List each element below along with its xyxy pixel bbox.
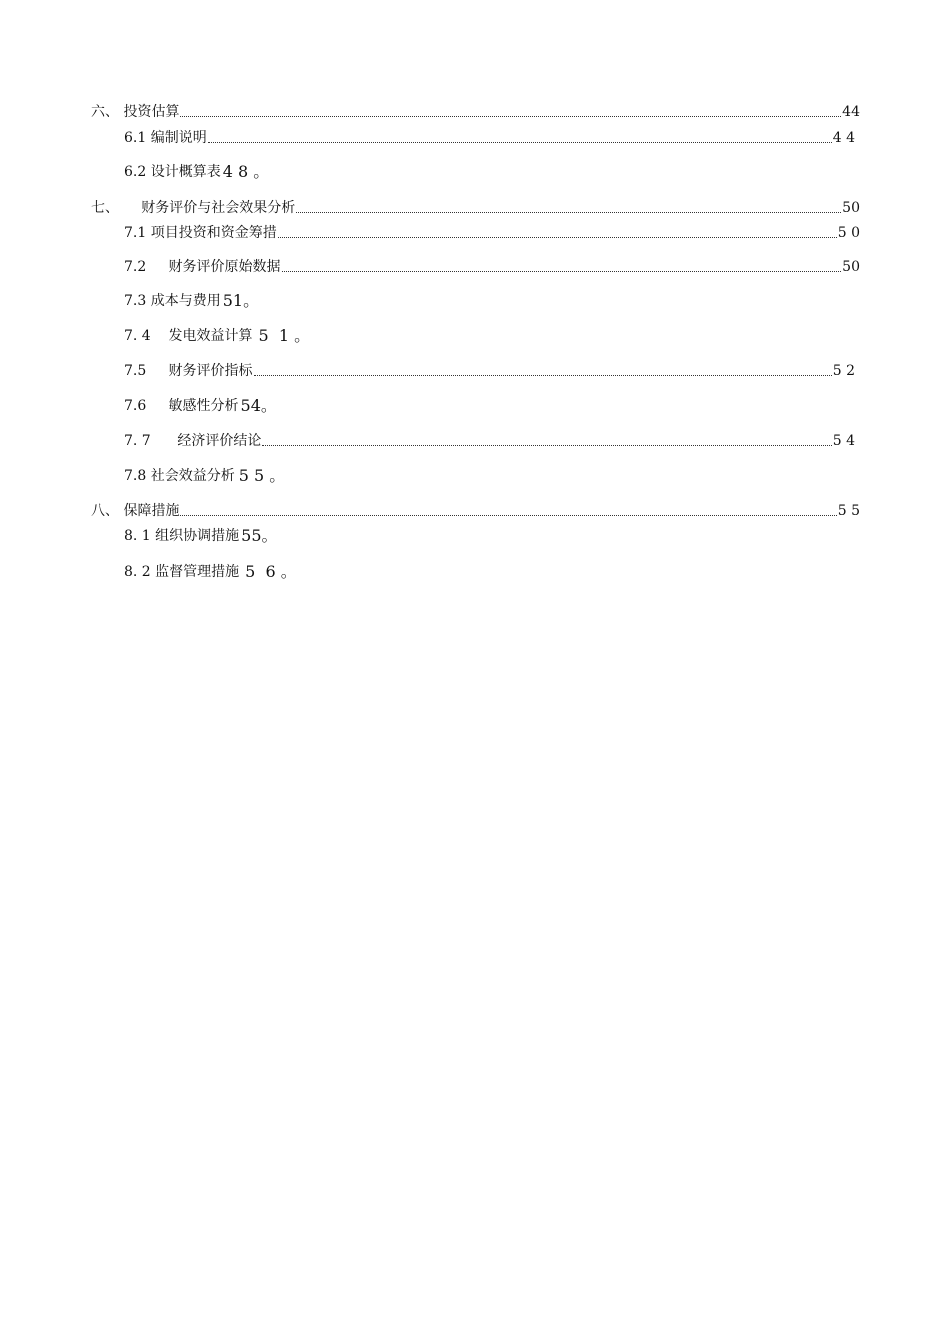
toc-label: 八、 保障措施: [91, 503, 180, 519]
toc-label: 7.8 社会效益分析: [124, 468, 235, 484]
toc-page-number: 5 1 。: [258, 326, 311, 345]
toc-label: 6.2 设计概算表: [124, 164, 221, 180]
toc-label: 6.1 编制说明: [124, 130, 207, 146]
toc-label: 七、 财务评价与社会效果分析: [91, 200, 296, 216]
toc-page-number: 51。: [222, 291, 260, 310]
toc-entry-7-7[interactable]: [124, 432, 855, 450]
toc-entry-7-8[interactable]: [124, 467, 285, 485]
toc-label: 7.6 敏感性分析: [124, 398, 239, 414]
toc-label: 7. 7 经济评价结论: [124, 433, 262, 449]
toc-label: 7.2 财务评价原始数据: [124, 259, 281, 275]
toc-page-number: 5 6 。: [245, 562, 297, 581]
toc-page-number: 44: [842, 104, 860, 120]
toc-label: 7. 4 发电效益计算: [124, 328, 253, 344]
toc-page-number: 5 5: [837, 503, 860, 519]
toc-entry-8-1[interactable]: [124, 527, 278, 545]
toc-entry-7-6[interactable]: [124, 397, 277, 415]
dot-leader: [296, 211, 841, 213]
toc-entry-7-4[interactable]: [124, 327, 310, 345]
toc-page-number: 5 2: [832, 363, 855, 379]
dot-leader: [180, 115, 841, 117]
toc-entry-7-1[interactable]: [124, 224, 860, 242]
dot-leader: [278, 236, 837, 238]
toc-entry-7-3[interactable]: [124, 292, 259, 310]
toc-entry-7-2[interactable]: [124, 258, 860, 276]
dot-leader: [262, 444, 831, 446]
toc-label: 7.1 项目投资和资金筹措: [124, 225, 277, 241]
dot-leader: [208, 141, 832, 143]
toc-page-number: 55。: [241, 526, 278, 545]
toc-entry-section-7[interactable]: [91, 199, 860, 217]
toc-label: 7.3 成本与费用: [124, 293, 221, 309]
toc-entry-7-5[interactable]: [124, 362, 855, 380]
toc-page-number: 50: [842, 259, 860, 275]
toc-label: 六、 投资估算: [91, 104, 180, 120]
dot-leader: [282, 270, 842, 272]
toc-label: 7.5 财务评价指标: [124, 363, 253, 379]
toc-entry-8-2[interactable]: [124, 563, 297, 581]
toc-entry-6-2[interactable]: [124, 163, 269, 181]
toc-label: 8. 2 监督管理措施: [124, 564, 240, 580]
toc-page-number: 54。: [240, 396, 277, 415]
dot-leader: [180, 514, 836, 516]
toc-page-number: 50: [842, 200, 860, 216]
toc-page-number: 5 4: [832, 433, 855, 449]
toc-page-number: 4 8 。: [222, 162, 270, 181]
toc-page-number: 4 4: [832, 130, 855, 146]
toc-entry-6-1[interactable]: [124, 129, 855, 147]
toc-page-number: 5 0: [837, 225, 860, 241]
toc-entry-section-8[interactable]: [91, 502, 860, 520]
toc-page-number: 5 5 。: [238, 466, 286, 485]
toc-entry-section-6[interactable]: [91, 103, 860, 121]
toc-label: 8. 1 组织协调措施: [124, 528, 240, 544]
dot-leader: [254, 374, 832, 376]
